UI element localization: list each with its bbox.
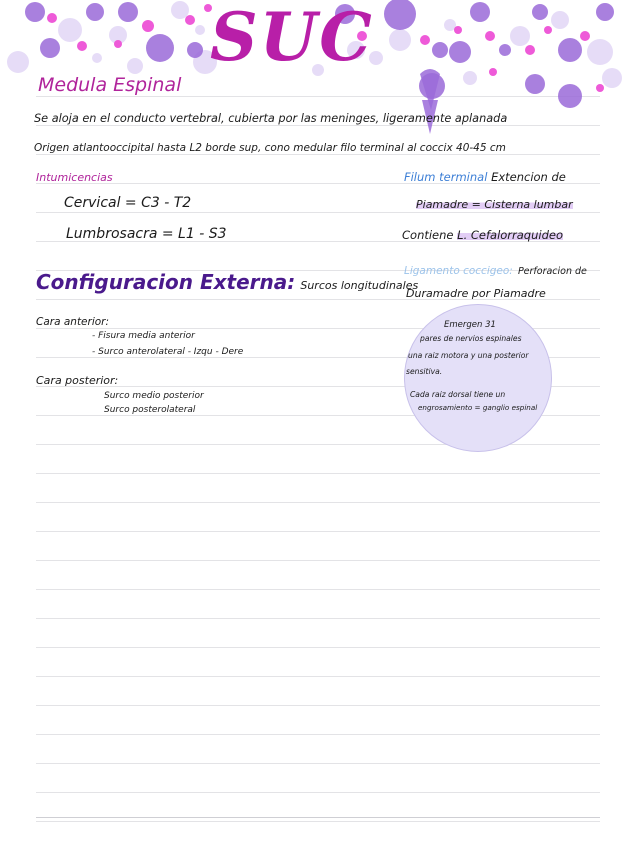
ruled-line bbox=[36, 473, 600, 474]
page-title: SUC bbox=[210, 0, 374, 76]
cervical-text: Cervical = C3 - T2 bbox=[64, 195, 192, 211]
ruled-line bbox=[36, 531, 600, 532]
contiene-rest: L. Cefalorraquideo bbox=[457, 228, 564, 242]
ruled-line bbox=[36, 444, 600, 445]
ruled-line bbox=[36, 821, 600, 822]
ruled-line bbox=[36, 705, 600, 706]
circle-line: una raiz motora y una posterior bbox=[408, 351, 529, 360]
ruled-line bbox=[36, 792, 600, 793]
ruled-line bbox=[36, 676, 600, 677]
ruled-line bbox=[36, 502, 600, 503]
circle-line: engrosamiento = ganglio espinal bbox=[418, 403, 538, 412]
lumbrosacra-text: Lumbrosacra = L1 - S3 bbox=[66, 226, 227, 242]
cara-posterior-item: Surco posterolateral bbox=[104, 405, 196, 415]
ruled-line bbox=[36, 647, 600, 648]
cara-anterior-item: - Fisura media anterior bbox=[92, 331, 195, 341]
ruled-line bbox=[36, 817, 600, 818]
ruled-line bbox=[36, 763, 600, 764]
circle-line: sensitiva. bbox=[406, 367, 443, 376]
section-heading-medula: Medula Espinal bbox=[38, 74, 182, 96]
ruled-line bbox=[36, 212, 600, 213]
ruled-line bbox=[36, 618, 600, 619]
filum-label: Filum terminal bbox=[404, 170, 488, 184]
text-line-1: Se aloja en el conducto vertebral, cubierta por las meninges, ligeramente aplanada bbox=[34, 112, 508, 125]
duramadre-line: Duramadre por Piamadre bbox=[406, 287, 546, 300]
cara-posterior-label: Cara posterior: bbox=[36, 374, 119, 387]
ruled-line bbox=[36, 154, 600, 155]
circle-line: Cada raiz dorsal tiene un bbox=[410, 390, 506, 399]
ruled-line bbox=[36, 589, 600, 590]
piamadre-line: Piamadre = Cisterna lumbar bbox=[416, 198, 573, 211]
text-line-2: Origen atlantooccipital hasta L2 borde sup, cono medular filo terminal al coccix 40-45 cm bbox=[34, 142, 506, 154]
intumescencias-label: Intumicencias bbox=[36, 171, 113, 184]
contiene-line bbox=[402, 228, 563, 242]
cara-anterior-label: Cara anterior: bbox=[36, 316, 110, 328]
circle-line: Emergen 31 bbox=[444, 320, 496, 330]
filum-line bbox=[404, 170, 566, 184]
configuracion-line bbox=[36, 270, 418, 294]
ruled-line bbox=[36, 734, 600, 735]
surcos-subheading: Surcos longitudinales bbox=[300, 279, 419, 292]
ruled-line bbox=[36, 125, 600, 126]
ruled-line bbox=[36, 560, 600, 561]
cara-posterior-item: Surco medio posterior bbox=[104, 391, 204, 401]
contiene-prefix: Contiene bbox=[402, 228, 454, 242]
ligamento-rest: Perforacion de bbox=[517, 266, 587, 277]
ligamento-line bbox=[404, 259, 587, 278]
filum-rest: Extencion de bbox=[491, 170, 566, 184]
section-heading-configuracion: Configuracion Externa: bbox=[36, 270, 296, 294]
ligamento-label: Ligamento coccigeo: bbox=[404, 265, 513, 277]
circle-line: pares de nervios espinales bbox=[420, 334, 522, 343]
cara-anterior-item: - Surco anterolateral - Izqu - Dere bbox=[92, 347, 244, 357]
